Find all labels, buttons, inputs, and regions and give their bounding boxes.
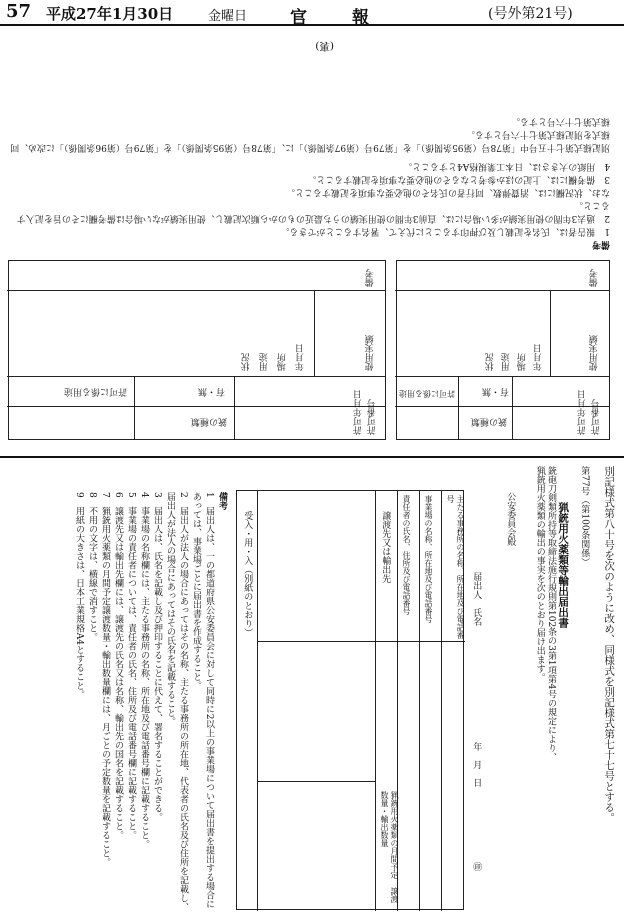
note-item: なお、状況欄には、消費弾数、同行者の氏名その他必要な事項を記載すること。: [285, 187, 610, 197]
note-item: 3 届出人は、氏名を記載し及び押印することに代えて、署名することができる。: [152, 492, 162, 822]
note-item: 2 届出人が法人の場合にあってはその名称、主たる事務所の所在地、代表者の氏名及び住所を記載し、届出人が法人の場合にあってはその氏名を記載すること。: [165, 492, 188, 912]
col-monthly-volume: 猟銃用火薬類の月間予定 譲渡数量・輸出数量: [380, 791, 399, 903]
report-form-table: [236, 490, 464, 910]
lower-notes: [10, 492, 228, 912]
note-item: 4 事業場の名称欄には、主たる事務所の名称、所在地及び電話番号欄に記載すること。: [139, 492, 149, 849]
gun-kind: 銃の種類: [190, 416, 227, 426]
col-responsible-person: 責任者の氏名、住所及び電話番号: [402, 495, 411, 615]
lower-section: [0, 462, 624, 918]
sub-state: 状況: [485, 353, 496, 371]
col-transferee: 譲渡先又は輸出先: [380, 511, 391, 583]
sub-place: 場所: [277, 353, 288, 371]
note-item: 9 用紙の大きさは、日本工業規格A4とすること。: [74, 492, 84, 699]
law-text: 銃砲刀剣類所持等取締法施行規則第102条の3第1項第4号の規定により、猟銃用火薬類の輸出の事実を次のとおり届け出ます。: [534, 466, 556, 762]
page-header: [0, 0, 624, 26]
addressee: 公安委員会殿: [505, 492, 516, 546]
row-notes: 備考: [365, 269, 376, 287]
row-notes: 備考: [589, 269, 600, 287]
col-attachment: 受入・用・入（別紙のとおり）: [242, 511, 253, 637]
upper-notes: [10, 114, 610, 250]
submit-date: 年 月 日: [471, 742, 482, 787]
presence: 有・無: [481, 386, 509, 396]
sub-place: 場所: [517, 353, 528, 371]
form-title: 猟銃用火薬類等輸出届出書: [557, 502, 570, 628]
notes-title: 備考: [217, 492, 227, 510]
gun-kind: 銃の種類: [470, 416, 507, 426]
sub-use: 用途: [259, 353, 270, 371]
sub-date: 年月日: [295, 344, 306, 371]
applicant-name: 届出人 氏名: [471, 572, 482, 626]
seal-mark: ㊞: [471, 862, 482, 871]
note-item: 8 不用の文字は、横線で消すこと。: [87, 492, 97, 642]
issue-date: 平成27年1月30日: [46, 5, 174, 23]
sub-date: 年月日: [533, 344, 544, 371]
row-usage-record: 使用実績: [589, 335, 600, 371]
note-item: 3 備考欄には、上記のほか参考となるその他必要な事項を記載すること。: [307, 174, 610, 184]
note-item: 4 用紙の大きさは、日本工業規格A4とすること。: [403, 161, 610, 171]
form-copy-1: [8, 260, 386, 440]
permitted-use: 許可に係る用途: [399, 389, 455, 398]
page-number: 57: [6, 1, 32, 22]
issue-number: (号外第21号): [488, 6, 573, 22]
amendment-footer: 様式第七十六号とする。: [510, 116, 610, 126]
note-item: 2 過去3年間の使用実績が多い場合には、直前3年間の使用実績のうち最近のものから順次記載し、使用実績がない場合は備考欄にその旨を記入すること。: [16, 200, 610, 223]
col-main-office: 主たる事務所の名称、所在地及び電話番号: [446, 495, 465, 639]
upper-section: [0, 26, 624, 446]
section-divider: [0, 456, 624, 458]
weekday: 金曜日: [208, 9, 248, 24]
row-permit-date: 許可年月日: [577, 390, 588, 435]
note-item: 1 報告者は、氏名を記載し及び押印することに代えて、署名することができる。: [280, 226, 610, 236]
col-business-site: 事業場の名称、所在地及び電話番号: [424, 495, 433, 623]
continuation-mark: (裏): [315, 40, 334, 52]
sub-use: 用途: [501, 353, 512, 371]
gazette-title: 官 報: [290, 8, 383, 28]
row-usage-record: 使用実績: [365, 335, 376, 371]
row-permit-date: 許可年月日: [353, 390, 364, 435]
sub-state: 状況: [241, 353, 252, 371]
note-item: 1 届出人は、一の都道府県公安委員会に対して同時に2以上の事業場について届出書を提出する場合にあっては、事業場ごとに届出書を作成すること。: [191, 492, 214, 909]
notes-title: 備考: [591, 239, 610, 249]
amendment-text: 別記様式第七十五号中「第78号（第95条関係）」を「第79号（第97条関係）」に、「第78号（第95条関係）」を「第79号（第96条関係）」に改め、同様式を別記様式第七十六号とする。: [10, 129, 610, 152]
permitted-use: 許可に係る用途: [63, 386, 127, 396]
presence: 有・無: [197, 386, 225, 396]
form-number: 第77号（第100条関係）: [579, 466, 590, 567]
note-item: 6 譲渡先又は輸出先欄には、譲渡先の氏名又は名称、輸出先の国名を記載すること。: [113, 492, 123, 840]
row-permit-number: 許可番号: [591, 399, 602, 435]
row-permit-number: 許可番号: [367, 399, 378, 435]
note-item: 5 事業場の責任者については、責任者の氏名、住所及び電話番号欄に記載すること。: [126, 492, 136, 840]
intro-text: 別記様式第八十号を次のように改め、同様式を別記様式第七十七号とする。: [603, 466, 616, 823]
form-copy-2: [396, 260, 610, 440]
note-item: 7 猟銃用火薬類の月間予定譲渡数量・輸出数量欄には、月ごとの予定数量を記載すること。: [100, 492, 110, 867]
